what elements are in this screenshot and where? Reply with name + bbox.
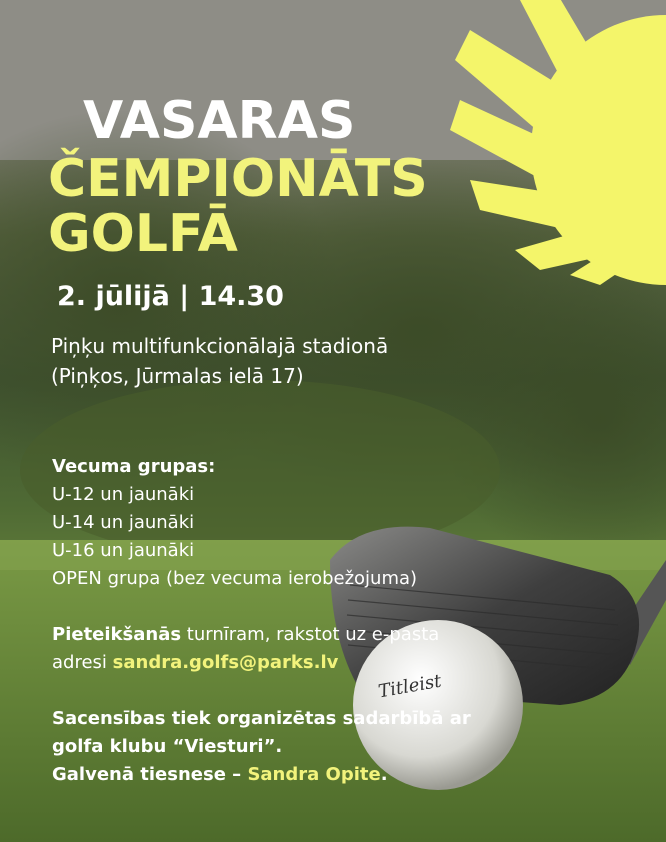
title-line-2: ČEMPIONĀTS xyxy=(48,149,428,209)
age-group-item: U-12 un jaunāki xyxy=(52,484,195,505)
registration-text xyxy=(52,621,439,677)
ball-brand-logo: Titleist xyxy=(376,670,443,703)
venue-line-2: (Piņķos, Jūrmalas ielā 17) xyxy=(51,364,304,388)
organization-line-3 xyxy=(52,761,471,789)
age-groups xyxy=(52,453,417,593)
registration-email-link[interactable]: sandra.golfs@parks.lv xyxy=(112,652,339,673)
title-line-3: GOLFĀ xyxy=(48,204,238,264)
venue-line-1: Piņķu multifunkcionālajā stadionā xyxy=(51,334,389,358)
age-groups-heading: Vecuma grupas: xyxy=(52,456,216,477)
registration-line-1 xyxy=(52,621,439,649)
age-group-item: U-14 un jaunāki xyxy=(52,512,195,533)
age-group-item: U-16 un jaunāki xyxy=(52,540,195,561)
registration-rest: turnīram, rakstot uz e-pasta xyxy=(181,624,440,645)
event-date-time: 2. jūlijā | 14.30 xyxy=(57,281,284,312)
organization-prefix: Galvenā tiesnese – xyxy=(52,764,248,785)
venue xyxy=(51,331,388,391)
organization-suffix: . xyxy=(380,764,388,785)
organization-line-2: golfa klubu “Viesturi”. xyxy=(52,736,283,757)
title-line-1: VASARAS xyxy=(83,91,356,151)
organization-line-1: Sacensības tiek organizētas sadarbībā ar xyxy=(52,708,471,729)
registration-prefix: adresi xyxy=(52,652,113,673)
organization-text xyxy=(52,705,471,789)
registration-bold: Pieteikšanās xyxy=(52,624,182,645)
registration-line-2 xyxy=(52,649,439,677)
judge-name: Sandra Opite xyxy=(247,764,381,785)
age-group-item: OPEN grupa (bez vecuma ierobežojuma) xyxy=(52,568,418,589)
